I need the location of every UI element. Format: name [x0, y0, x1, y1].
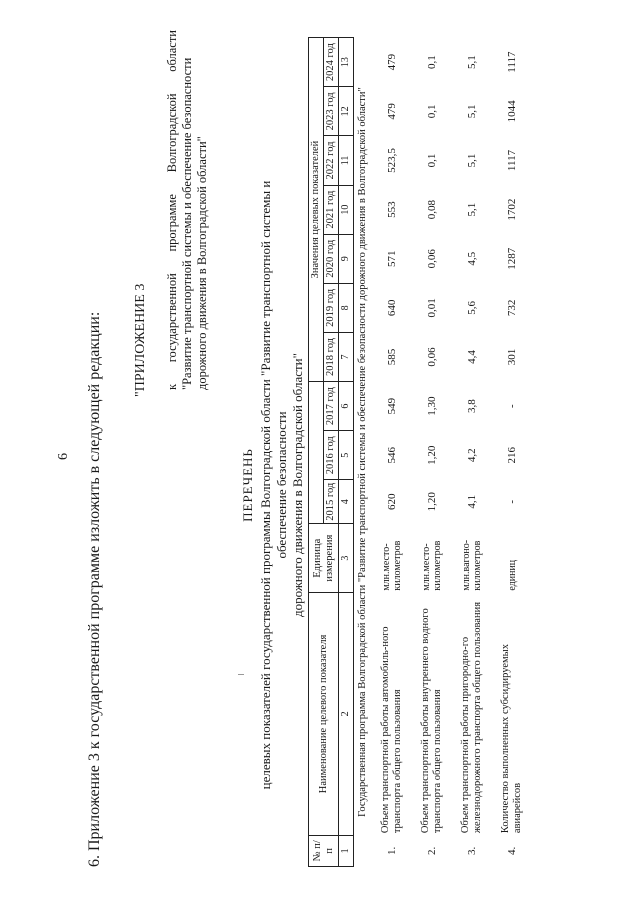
row-value: 0,1 [426, 153, 438, 168]
row-unit: млн.вагоно-километров [461, 539, 483, 591]
header-year: 2020 год [324, 234, 339, 283]
header-unit: Единица измерения [309, 524, 339, 593]
column-number: 10 [339, 185, 354, 234]
row-value: 0,06 [426, 347, 438, 367]
row-value: 1702 [506, 198, 518, 221]
column-number: 4 [339, 480, 354, 524]
table-row [372, 38, 412, 867]
column-number: 13 [339, 38, 354, 87]
row-value: - [506, 499, 518, 504]
header-year: 2023 год [324, 87, 339, 136]
row-value: 0,08 [426, 199, 438, 220]
appendix-label: "ПРИЛОЖЕНИЕ 3 [133, 283, 148, 397]
column-number: 1 [339, 835, 354, 866]
page-number: 6 [56, 453, 71, 460]
row-unit: млн.место-километров [381, 540, 403, 591]
row-value: 1,20 [426, 445, 438, 465]
row-unit: млн.место-километров [421, 540, 443, 591]
row-value: 523,5 [386, 148, 398, 173]
row-num: 3. [466, 846, 478, 855]
header-year: 2024 год [324, 38, 339, 87]
row-value: 0,01 [426, 298, 438, 318]
appendix-line: к государственной программе Волгоградской области [165, 30, 179, 390]
header-year: 2019 год [324, 283, 339, 332]
row-value: 0,06 [426, 249, 438, 269]
title-word: ПЕРЕЧЕНЬ [240, 448, 255, 522]
header-year: 2015 год [324, 480, 339, 524]
section-title: Государственная программа Волгоградской области "Развитие транспортной системы и обеспечение безопасности дорожного движения в Волгоградской области" [357, 87, 368, 817]
row-value: 4,1 [466, 494, 478, 509]
table-row [412, 38, 452, 867]
column-number: 5 [339, 431, 354, 480]
row-value: 301 [506, 348, 518, 366]
row-num: 2. [426, 846, 438, 855]
row-name: Объем транспортной работы автомобиль-ного транспорта общего пользования [380, 626, 403, 834]
header-year: 2018 год [324, 332, 339, 381]
row-value: 546 [386, 446, 398, 464]
appendix-program-reference [165, 30, 210, 390]
header-year: 2022 год [324, 136, 339, 185]
row-value: 3,8 [466, 399, 478, 413]
table-row [452, 38, 492, 867]
row-value: 1,20 [426, 492, 438, 512]
row-value: 4,5 [466, 251, 478, 266]
column-number: 3 [339, 524, 354, 593]
row-value: 732 [506, 299, 518, 317]
title-line: целевых показателей государственной программы Волгоградской области "Развитие транспортной системы и обеспечение безопасности [258, 180, 289, 790]
row-value: 1117 [506, 51, 518, 73]
row-value: 620 [386, 493, 398, 510]
row-value: 5,1 [466, 104, 478, 119]
header-year: 2016 год [324, 431, 339, 480]
row-num: 1. [386, 846, 398, 855]
table-row [492, 38, 532, 867]
row-name: Объем транспортной работы внутреннего водного транспорта общего пользования [420, 608, 443, 834]
row-num: 4. [506, 846, 518, 855]
header-values-group: Значения целевых показателей [309, 38, 324, 382]
appendix-line: "Развитие транспортной системы и обеспечение безопасности [180, 57, 194, 390]
header-name: Наименование целевого показателя [309, 593, 339, 836]
amendment-heading: 6. Приложение 3 к государственной программе изложить в следующей редакции: [86, 311, 103, 867]
header-year: 2017 год [324, 382, 339, 431]
row-value: 4,2 [466, 448, 478, 463]
column-number: 6 [339, 382, 354, 431]
row-value: 5,1 [466, 55, 478, 70]
column-number: 7 [339, 332, 354, 381]
row-value: 1117 [506, 149, 518, 172]
row-value: 4,4 [466, 350, 478, 364]
column-number: 12 [339, 87, 354, 136]
section-row [354, 38, 373, 867]
row-value: 479 [386, 53, 398, 71]
row-value: 553 [386, 201, 398, 218]
column-number: 8 [339, 283, 354, 332]
row-name: Объем транспортной работы пригородно-го железнодорожного транспорта общего пользования [460, 601, 483, 834]
row-name: Количество выполненных субсидируемых авиарейсов [500, 644, 523, 834]
column-number: 2 [339, 593, 354, 836]
row-value: 5,1 [466, 202, 478, 217]
header-year: 2021 год [324, 185, 339, 234]
row-value: 479 [386, 103, 398, 120]
row-value: - [506, 404, 518, 408]
row-value: 1287 [506, 247, 518, 270]
appendix-line: дорожного движения в Волгоградской области" [195, 136, 209, 390]
row-value: 1044 [506, 100, 518, 123]
row-value: 571 [386, 250, 398, 267]
row-value: 1,30 [426, 396, 438, 416]
row-value: 549 [386, 397, 398, 415]
header-num: № п/п [309, 835, 339, 866]
row-value: 216 [506, 446, 518, 464]
title-line: дорожного движения в Волгоградской области" [290, 353, 305, 617]
row-value: 0,1 [426, 55, 438, 70]
row-value: 640 [386, 299, 398, 317]
header-row [309, 38, 324, 867]
column-number: 9 [339, 234, 354, 283]
row-unit: единиц [506, 559, 518, 591]
indicators-table [308, 37, 532, 867]
row-value: 5,1 [466, 153, 478, 168]
document-title [240, 145, 306, 825]
row-value: 585 [386, 348, 398, 366]
row-value: 5,6 [466, 300, 478, 315]
column-numbers-row [339, 38, 354, 867]
column-number: 11 [339, 136, 354, 185]
row-value: 0,1 [426, 104, 438, 119]
